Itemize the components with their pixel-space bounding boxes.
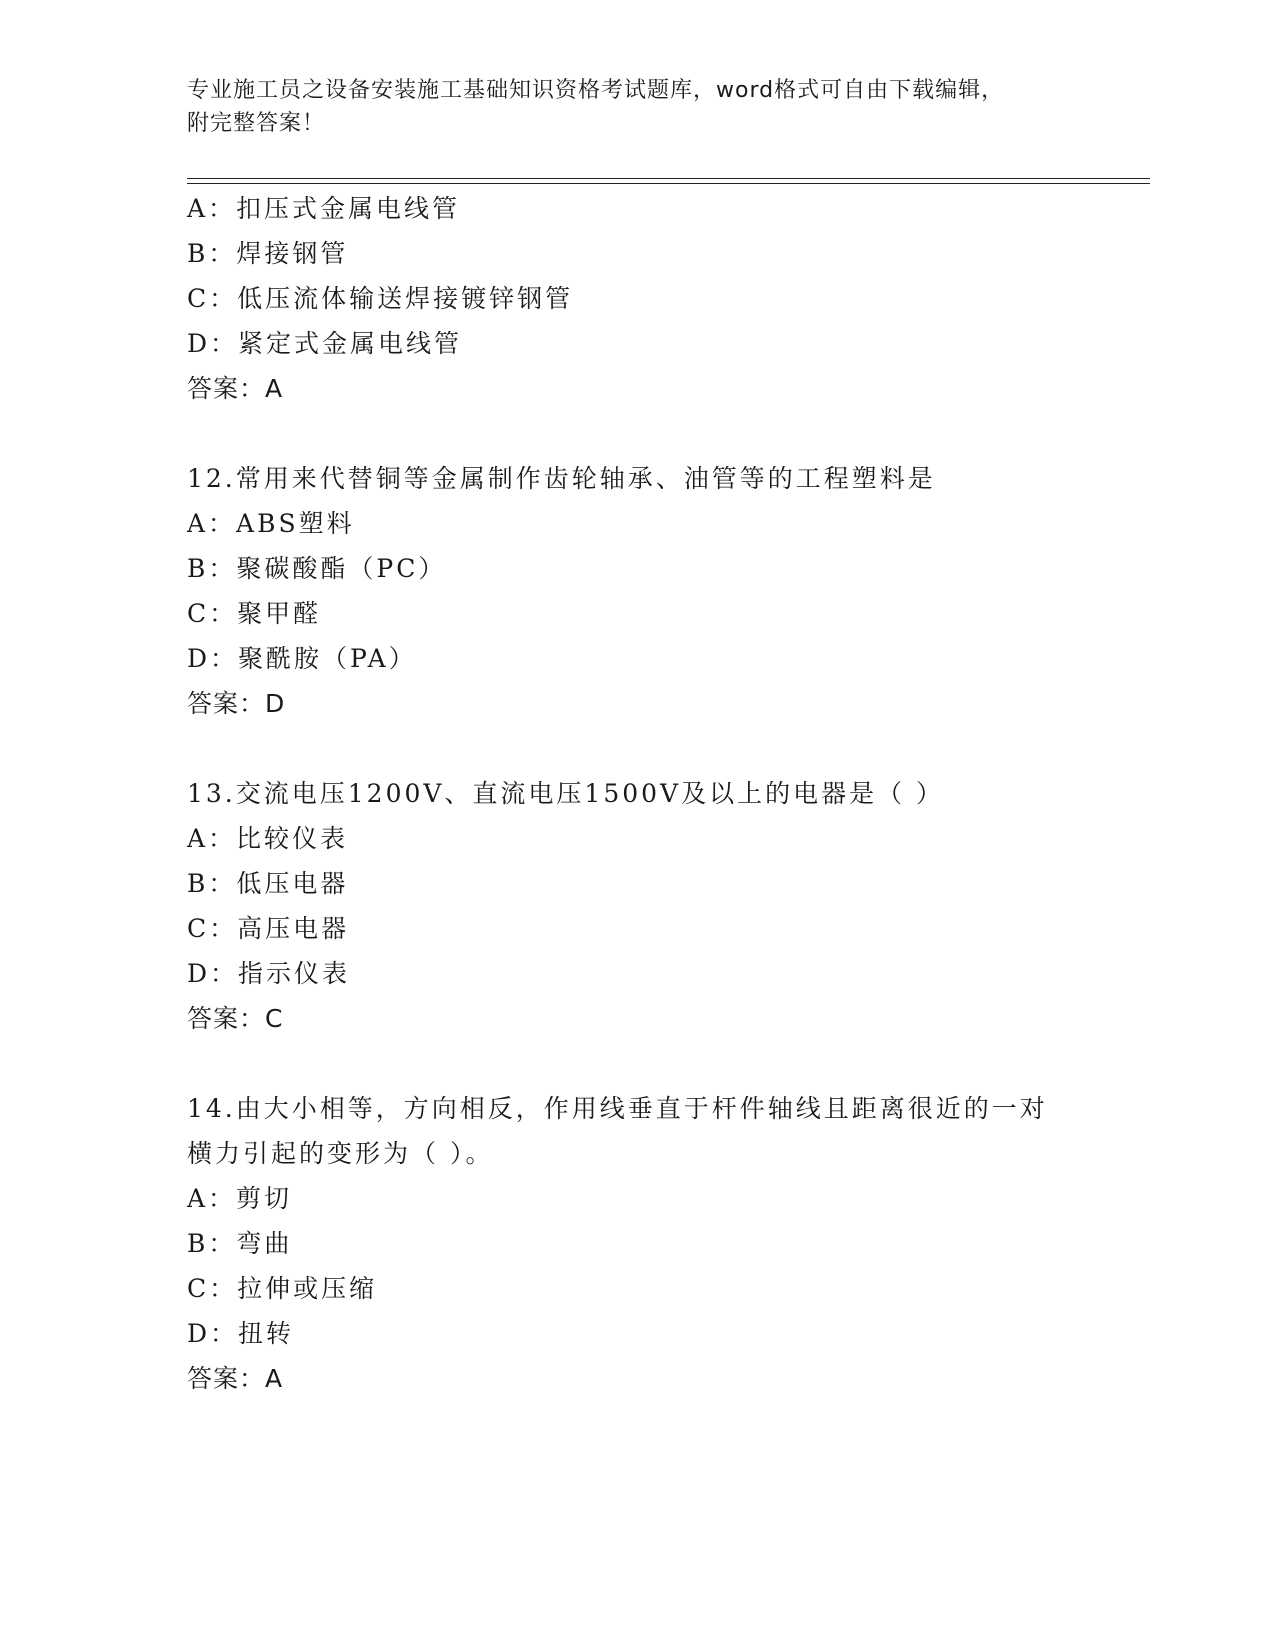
q11-option-d: D：紧定式金属电线管 (187, 329, 463, 358)
header-divider-bottom (187, 183, 1150, 184)
q14-stem-line-1: 14.由大小相等，方向相反，作用线垂直于杆件轴线且距离很近的一对 (187, 1094, 1048, 1123)
q14-option-a: A：剪切 (187, 1184, 293, 1213)
q11-answer: 答案：A (187, 374, 284, 403)
q12-option-d: D：聚酰胺（PA） (187, 644, 417, 673)
q13-stem: 13.交流电压1200V、直流电压1500V及以上的电器是（ ） (187, 779, 945, 808)
header-title-line-1: 专业施工员之设备安装施工基础知识资格考试题库，word格式可自由下载编辑， (187, 78, 1005, 103)
q13-option-a: A：比较仪表 (187, 824, 349, 853)
q11-option-a: A：扣压式金属电线管 (187, 194, 461, 223)
header-title-line-2: 附完整答案！ (187, 111, 326, 136)
q14-option-c: C：拉伸或压缩 (187, 1274, 378, 1303)
document-header (187, 74, 1087, 140)
q13-option-d: D：指示仪表 (187, 959, 351, 988)
q11-option-b: B：焊接钢管 (187, 239, 349, 268)
q14-answer: 答案：A (187, 1364, 284, 1393)
q14-stem-line-2: 横力引起的变形为（ ）。 (187, 1139, 494, 1168)
q13-option-c: C：高压电器 (187, 914, 350, 943)
q13-option-b: B：低压电器 (187, 869, 349, 898)
q12-option-a: A：ABS塑料 (187, 509, 355, 538)
header-divider-top (187, 178, 1150, 179)
q14-option-d: D：扭转 (187, 1319, 295, 1348)
q12-stem: 12.常用来代替铜等金属制作齿轮轴承、油管等的工程塑料是 (187, 464, 936, 493)
q13-answer: 答案：C (187, 1004, 284, 1033)
q11-option-c: C：低压流体输送焊接镀锌钢管 (187, 284, 574, 313)
q12-answer: 答案：D (187, 689, 286, 718)
q12-option-b: B：聚碳酸酯（PC） (187, 554, 447, 583)
q14-option-b: B：弯曲 (187, 1229, 293, 1258)
q12-option-c: C：聚甲醛 (187, 599, 322, 628)
